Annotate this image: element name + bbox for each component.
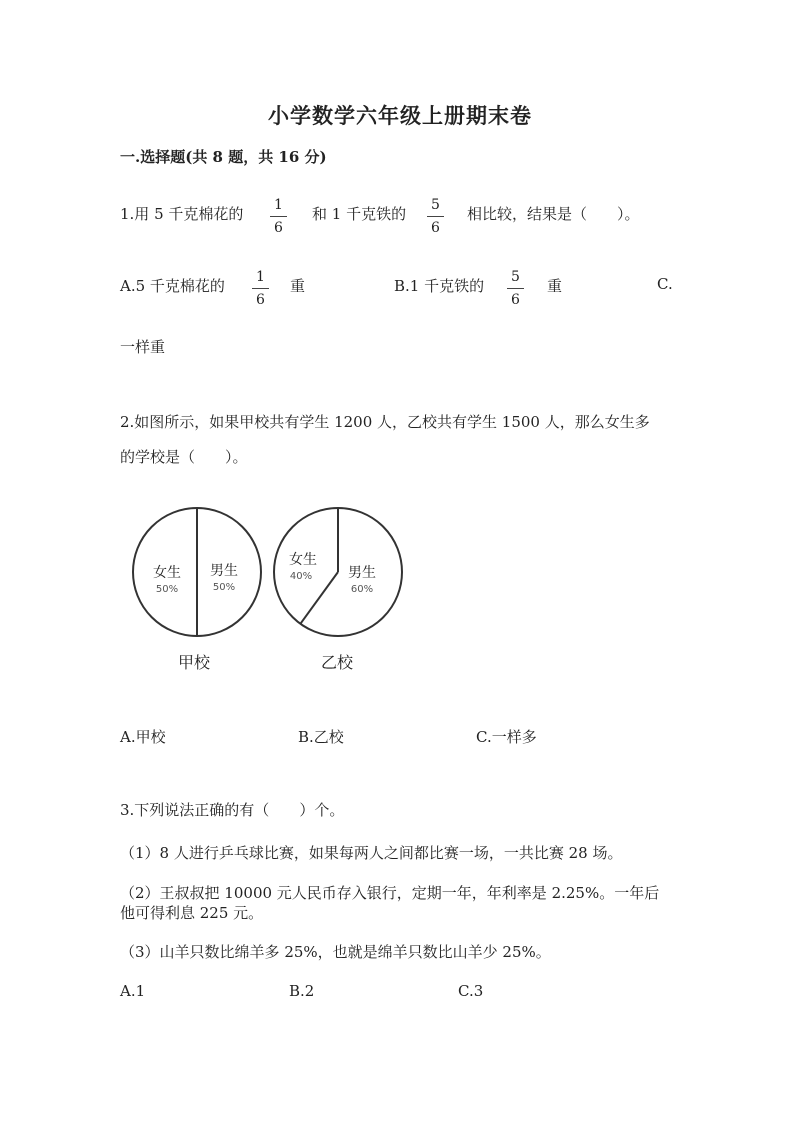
q1-option-a-suffix: 重 <box>290 277 306 295</box>
pie-jia-slice-label-girls: 女生 <box>153 565 181 581</box>
q3-statement-1: （1）8 人进行乒乓球比赛，如果每两人之间都比赛一场，一共比赛 28 场。 <box>120 844 623 862</box>
q3-statement-3: （3）山羊只数比绵羊多 25%，也就是绵羊只数比山羊少 25%。 <box>120 943 551 961</box>
page-title: 小学数学六年级上册期末卷 <box>268 103 532 128</box>
q2-text-line2: 的学校是（ ）。 <box>120 448 248 466</box>
pie-jia-slice-value-boys: 50% <box>212 582 236 593</box>
q1-fraction-1 <box>270 198 287 235</box>
pie-yi-slice-label-girls: 女生 <box>289 552 317 568</box>
q1-option-b-suffix: 重 <box>547 277 563 295</box>
q2-option-b: B.乙校 <box>298 728 344 746</box>
q1-option-b: B.1 千克铁的 <box>394 277 485 295</box>
q1-fraction-2-numerator: 5 <box>427 198 444 217</box>
q2-text-line1: 2.如图所示，如果甲校共有学生 1200 人，乙校共有学生 1500 人，那么女生多 <box>120 413 650 431</box>
pie-chart-jia <box>133 508 261 672</box>
pie-yi-slice-value-boys: 60% <box>350 584 374 595</box>
pie-yi-title: 乙校 <box>320 653 354 672</box>
q3-stem: 3.下列说法正确的有（ ）个。 <box>120 801 345 819</box>
q1-text-part1: 1.用 5 千克棉花的 <box>120 205 244 223</box>
q1-option-c-label: C. <box>657 275 673 293</box>
q1-fraction-2-denominator: 6 <box>431 220 440 236</box>
q2-option-a: A.甲校 <box>120 728 166 746</box>
pie-jia-title: 甲校 <box>177 653 211 672</box>
q1-option-b-fraction <box>507 270 524 307</box>
pie-jia-slice-label-boys: 男生 <box>210 563 238 579</box>
q3-option-c: C.3 <box>458 982 484 1000</box>
q1-option-b-denominator: 6 <box>511 292 520 308</box>
pie-jia-slice-value-girls: 50% <box>155 584 179 595</box>
q1-option-a-numerator: 1 <box>252 270 269 289</box>
q1-text-part3: 相比较，结果是（ ）。 <box>467 205 640 223</box>
q1-fraction-1-numerator: 1 <box>270 198 287 217</box>
pie-chart-yi <box>274 508 402 672</box>
q1-fraction-1-denominator: 6 <box>274 220 283 236</box>
q2-option-c: C.一样多 <box>476 728 537 746</box>
q1-option-a-denominator: 6 <box>256 292 265 308</box>
q1-option-a: A.5 千克棉花的 <box>120 277 225 295</box>
q1-option-b-numerator: 5 <box>507 270 524 289</box>
pie-yi-slice-value-girls: 40% <box>289 571 313 582</box>
pie-charts-figure <box>120 500 440 680</box>
section-heading: 一.选择题(共 8 题，共 16 分) <box>120 148 327 166</box>
q1-option-a-fraction <box>252 270 269 307</box>
q3-statement-2-line2: 他可得利息 225 元。 <box>120 904 264 922</box>
pie-yi-slice-label-boys: 男生 <box>348 565 376 581</box>
q3-option-b: B.2 <box>289 982 315 1000</box>
q3-option-a: A.1 <box>120 982 146 1000</box>
q1-option-c-text: 一样重 <box>120 338 166 356</box>
q1-fraction-2 <box>427 198 444 235</box>
q3-statement-2-line1: （2）王叔叔把 10000 元人民币存入银行，定期一年，年利率是 2.25%。一年后 <box>120 884 660 902</box>
q1-text-part2: 和 1 千克铁的 <box>312 205 407 223</box>
